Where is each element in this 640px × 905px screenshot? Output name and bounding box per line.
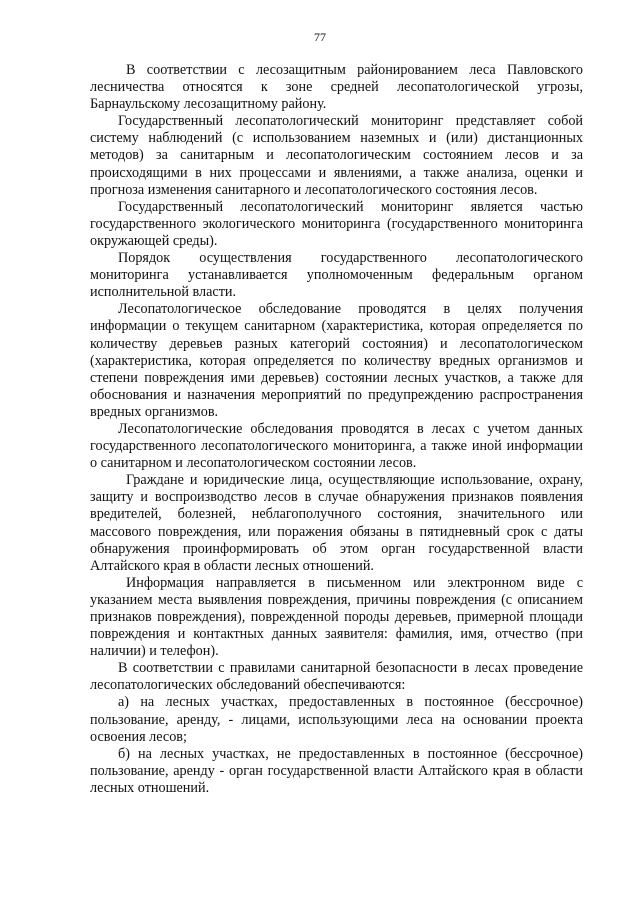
paragraph-monitoring-procedure: Порядок осуществления государственного лесопатологического мониторинга устанавливается уполномоченным федеральным органом исполнительной власти. [90,250,583,301]
document-body [90,62,583,797]
paragraph-zoning: В соответствии с лесозащитным районированием леса Павловского лесничества относятся к зоне средней лесопатологической угрозы, Барнаульскому лесозащитному району. [90,62,583,113]
paragraph-information-submission: Информация направляется в письменном или электронном виде с указанием места выявления повреждения, причины повреждения (с описанием признаков повреждения), поврежденной породы деревьев, примерной площади повреждения и контактных данных заявителя: фамилия, имя, отчество (при наличии) и телефон). [90,574,583,660]
paragraph-item-b: б) на лесных участках, не предоставленных в постоянное (бессрочное) пользование, аренду - орган государственной власти Алтайского края в области лесных отношений. [90,745,583,796]
paragraph-sanitary-rules: В соответствии с правилами санитарной безопасности в лесах проведение лесопатологических обследований обеспечиваются: [90,660,583,694]
paragraph-survey-conduct: Лесопатологические обследования проводятся в лесах с учетом данных государственного лесопатологического мониторинга, а также иной информации о санитарном и лесопатологическом состоянии лесов. [90,420,583,472]
paragraph-citizens-obligation: Граждане и юридические лица, осуществляющие использование, охрану, защиту и воспроизводство лесов в случае обнаружения признаков появления вредителей, болезней, неблагополучного состояния, значительного или массового повреждения, или поражения обязаны в пятидневный срок с даты обнаружения проинформировать об этом орган государственной власти Алтайского края в области лесных отношений. [90,472,583,574]
paragraph-monitoring-definition: Государственный лесопатологический мониторинг представляет собой систему наблюдений (с использованием наземных и (или) дистанционных методов) за санитарным и лесопатологическим состоянием лесов и за происходящими в них процессами и явлениями, а также анализа, оценки и прогноза изменения санитарного и лесопатологического состояния лесов. [90,113,583,198]
paragraph-survey-purpose: Лесопатологическое обследование проводятся в целях получения информации о текущем санитарном (характеристика, которая определяется по количеству деревьев разных категорий состояния) и лесопатологическом (характеристика, которая определяется по количеству вредных организмов и степени повреждения ими деревьев) состоянии лесных участков, а также для обоснования и назначения мероприятий по предупреждению распространения вредных организмов. [90,301,583,420]
paragraph-monitoring-part: Государственный лесопатологический мониторинг является частью государственного экологического мониторинга (государственного мониторинга окружающей среды). [90,198,583,249]
paragraph-item-a: а) на лесных участках, предоставленных в постоянное (бессрочное) пользование, аренду, - лицами, использующими леса на основании проекта освоения лесов; [90,694,583,745]
page-number: 77 [314,30,326,44]
